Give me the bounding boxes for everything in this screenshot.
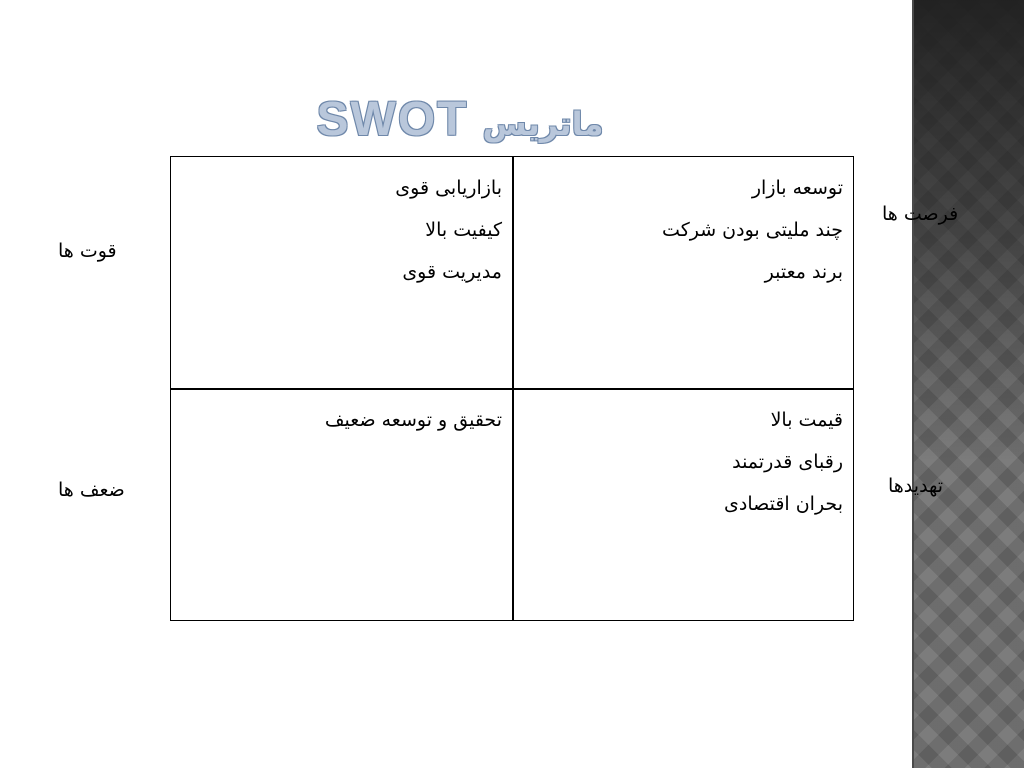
cell-item: تحقیق و توسعه ضعیف	[324, 409, 502, 431]
label-weaknesses: ضعف ها	[58, 479, 125, 501]
cell-item: مدیریت قوی	[402, 261, 502, 283]
cell-item: چند ملیتی بودن شرکت	[662, 219, 843, 241]
decorative-side-panel	[912, 0, 1024, 768]
cell-item: بازاریابی قوی	[395, 177, 502, 199]
slide-title	[300, 92, 620, 152]
cell-threats-right	[513, 389, 853, 620]
cell-opportunities-right	[513, 157, 853, 388]
swot-matrix	[170, 156, 854, 621]
label-opportunities: فرصت ها	[882, 203, 959, 225]
side-panel-edge	[912, 0, 914, 768]
cell-item: کیفیت بالا	[425, 219, 502, 241]
cell-item: رقبای قدرتمند	[732, 451, 843, 473]
cell-item: قیمت بالا	[770, 409, 843, 431]
cell-weaknesses-left	[171, 389, 512, 620]
label-strengths: قوت ها	[58, 240, 117, 262]
cell-item: بحران اقتصادی	[723, 493, 843, 515]
cell-item: برند معتبر	[764, 261, 843, 283]
label-threats: تهدیدها	[888, 475, 944, 497]
cell-strengths-opportunities-left	[171, 157, 512, 388]
title-latin-text: SWOT	[316, 93, 469, 146]
title-persian-text: ماتریس	[482, 105, 604, 143]
cell-item: توسعه بازار	[751, 177, 843, 199]
